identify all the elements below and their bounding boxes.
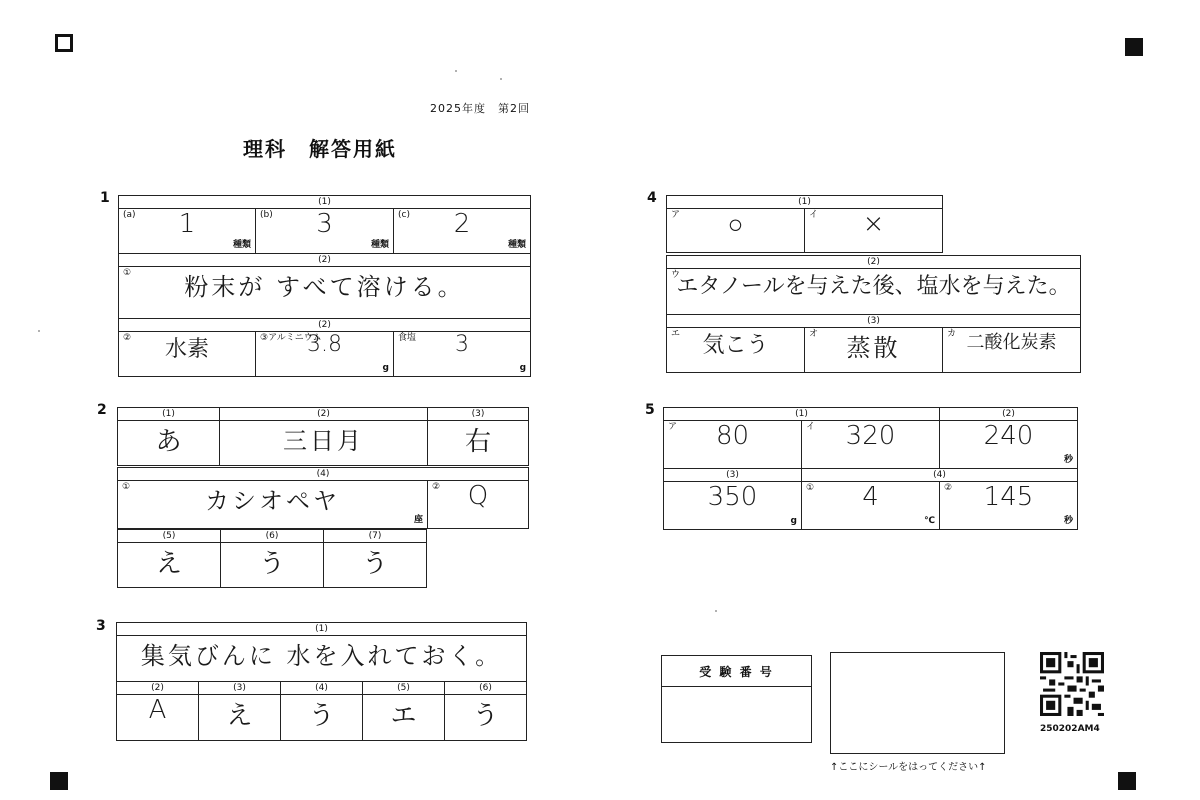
q1-2-1-label: ①	[123, 268, 132, 278]
q4-u-answer: エタノールを与えた後、塩水を与えた。	[676, 274, 1071, 299]
q5-a-label: ア	[668, 422, 678, 432]
registration-mark-bottom-right	[1118, 772, 1136, 790]
q1-2-2-answer: 水素	[164, 337, 209, 362]
q2-4-1-cell	[118, 481, 428, 529]
q2-header-5: (5)	[118, 530, 221, 543]
q4-u-label: ウ	[671, 270, 681, 280]
q1-answer-table	[118, 195, 531, 377]
q5-header-4: (4)	[802, 469, 1078, 482]
qr-code-icon	[1040, 652, 1104, 716]
q2-header-7: (7)	[324, 530, 427, 543]
q2-row3-table	[117, 529, 427, 588]
q5-2-cell	[940, 421, 1078, 469]
q5-3-unit: g	[790, 516, 797, 526]
question-number-2: 2	[97, 402, 107, 418]
exam-number-field[interactable]	[662, 687, 811, 741]
q1-a-label: (a)	[123, 210, 136, 220]
q5-4-1-cell	[802, 482, 940, 530]
q5-4-1-label: ①	[806, 483, 815, 493]
q1-2-3-answer: 3.8	[307, 332, 342, 357]
q4-row1-table	[666, 195, 943, 253]
q5-i-label: イ	[806, 422, 816, 432]
q2-1-cell	[118, 421, 220, 466]
q5-header-1: (1)	[664, 408, 940, 421]
q5-4-1-answer: 4	[862, 482, 879, 512]
q5-answer-table	[663, 407, 1078, 530]
q4-u-cell	[667, 269, 1081, 315]
q2-2-answer: 三日月	[283, 427, 364, 455]
q1-header-1: (1)	[119, 196, 531, 209]
q1-2-1-answer: 粉末が すべて溶ける。	[184, 273, 465, 301]
q1-header-2: (2)	[119, 254, 531, 267]
q5-header-3: (3)	[664, 469, 802, 482]
q4-a-cell	[667, 209, 805, 253]
q3-header-6: (6)	[445, 682, 527, 695]
q2-header-2: (2)	[220, 408, 428, 421]
scan-speck	[455, 70, 457, 72]
q2-6-cell	[221, 543, 324, 588]
q3-header-5: (5)	[363, 682, 445, 695]
q2-4-2-label: ②	[432, 482, 441, 492]
q3-5-cell	[363, 695, 445, 741]
q3-4-answer: う	[308, 701, 335, 731]
question-number-5: 5	[645, 402, 655, 418]
q4-header-3: (3)	[667, 315, 1081, 328]
registration-mark-top-right	[1125, 38, 1143, 56]
q4-row2-table	[666, 255, 1081, 373]
q1-b-unit: 種類	[370, 240, 389, 250]
q5-4-2-answer: 145	[983, 482, 1034, 512]
q5-a-cell	[664, 421, 802, 469]
q2-row1	[117, 407, 528, 466]
q1-2-3-cell	[256, 332, 394, 377]
q3-header-4: (4)	[281, 682, 363, 695]
q1-b-cell	[256, 209, 394, 254]
q5-a-answer: 80	[715, 421, 750, 451]
q1-c-answer: 2	[453, 209, 471, 239]
q5-2-answer: 240	[983, 421, 1034, 451]
question-number-3: 3	[96, 618, 106, 634]
q3-5-answer: エ	[390, 701, 417, 731]
registration-mark-top-left	[55, 34, 73, 52]
q3-header-1: (1)	[117, 623, 527, 636]
q4-i-cell	[805, 209, 943, 253]
q2-4-1-answer: カシオペヤ	[205, 487, 340, 515]
q2-3-cell	[428, 421, 529, 466]
q2-header-1: (1)	[118, 408, 220, 421]
q3-1-answer: 集気びんに 水を入れておく。	[140, 642, 503, 670]
q1-2-2-cell	[119, 332, 256, 377]
q3-3-answer: え	[226, 701, 253, 731]
q1-2-4-label: 食塩	[398, 333, 417, 343]
q2-5-cell	[118, 543, 221, 588]
q5-3-answer: 350	[707, 482, 758, 512]
q2-4-2-cell	[428, 481, 529, 529]
q1-2-1-cell	[119, 267, 531, 319]
q4-header-1: (1)	[667, 196, 943, 209]
scan-speck	[38, 330, 40, 332]
q1-c-unit: 種類	[508, 240, 527, 250]
q3-header-2: (2)	[117, 682, 199, 695]
exam-year-round: 2025年度 第2回	[430, 102, 530, 115]
q2-6-answer: う	[258, 549, 285, 579]
exam-number-label: 受 験 番 号	[662, 656, 811, 687]
q2-5-answer: え	[155, 549, 182, 579]
q4-a-label: ア	[671, 210, 681, 220]
q5-4-2-cell	[940, 482, 1078, 530]
q1-2-3-unit: g	[382, 363, 389, 373]
q5-4-1-unit: ℃	[924, 516, 935, 526]
q3-6-cell	[445, 695, 527, 741]
q1-c-label: (c)	[398, 210, 410, 220]
q2-7-cell	[324, 543, 427, 588]
q1-b-answer: 3	[316, 209, 333, 239]
q1-2-2-label: ②	[123, 333, 132, 343]
q4-o-answer: 蒸散	[846, 334, 901, 362]
q5-2-unit: 秒	[1063, 455, 1073, 465]
q4-a-answer: ○	[727, 210, 744, 240]
q1-b-label: (b)	[260, 210, 273, 220]
q4-e-label: エ	[671, 329, 681, 339]
q2-header-3: (3)	[428, 408, 529, 421]
exam-number-box	[661, 655, 812, 743]
q3-2-answer: A	[148, 695, 167, 725]
seal-instruction: ↑ここにシールをはってください↑	[830, 762, 987, 773]
q4-ka-answer: 二酸化炭素	[966, 332, 1057, 353]
scan-speck	[715, 610, 717, 612]
q2-3-answer: 右	[464, 427, 491, 457]
q1-2-4-unit: g	[519, 363, 527, 373]
q2-1-answer: あ	[155, 427, 182, 457]
question-number-1: 1	[100, 190, 110, 206]
sheet-code: 250202AM4	[1040, 724, 1100, 734]
q1-header-2b: (2)	[119, 319, 531, 332]
q4-i-label: イ	[809, 210, 819, 220]
q3-header-3: (3)	[199, 682, 281, 695]
q2-header-4: (4)	[118, 468, 529, 481]
q3-6-answer: う	[472, 701, 499, 731]
q3-1-cell	[117, 636, 527, 682]
q2-4-1-unit: 座	[413, 515, 423, 525]
q4-e-answer: 気こう	[702, 333, 769, 358]
q4-ka-cell	[943, 328, 1081, 373]
q2-4-2-answer: Q	[467, 481, 489, 511]
scan-speck	[500, 78, 502, 80]
q3-4-cell	[281, 695, 363, 741]
q4-o-cell	[805, 328, 943, 373]
q4-o-label: オ	[809, 329, 819, 339]
q4-ka-label: カ	[947, 329, 957, 339]
q2-header-6: (6)	[221, 530, 324, 543]
q5-4-2-label: ②	[944, 483, 953, 493]
q1-2-4-answer: 3	[455, 332, 469, 357]
q5-i-cell	[802, 421, 940, 469]
q3-2-cell	[117, 695, 199, 741]
q5-3-cell	[664, 482, 802, 530]
q1-a-cell	[119, 209, 256, 254]
registration-mark-bottom-left	[50, 772, 68, 790]
q1-a-unit: 種類	[232, 240, 251, 250]
q5-header-2: (2)	[940, 408, 1078, 421]
seal-box[interactable]	[830, 652, 1005, 754]
q1-2-3-label: ③アルミニウム	[260, 333, 322, 343]
page-title: 理科 解答用紙	[243, 137, 397, 161]
q1-a-answer: 1	[178, 209, 196, 239]
question-number-4: 4	[647, 190, 657, 206]
q2-2-cell	[220, 421, 428, 466]
q5-4-2-unit: 秒	[1063, 516, 1073, 526]
q5-i-answer: 320	[845, 421, 896, 451]
q4-e-cell	[667, 328, 805, 373]
q1-2-4-cell	[394, 332, 531, 377]
q4-i-answer: ×	[862, 209, 885, 239]
q1-c-cell	[394, 209, 531, 254]
q2-7-answer: う	[361, 549, 388, 579]
q3-3-cell	[199, 695, 281, 741]
q2-4-1-label: ①	[122, 482, 131, 492]
q2-row2-table	[117, 467, 529, 529]
q4-header-2: (2)	[667, 256, 1081, 269]
q3-answer-table	[116, 622, 527, 741]
